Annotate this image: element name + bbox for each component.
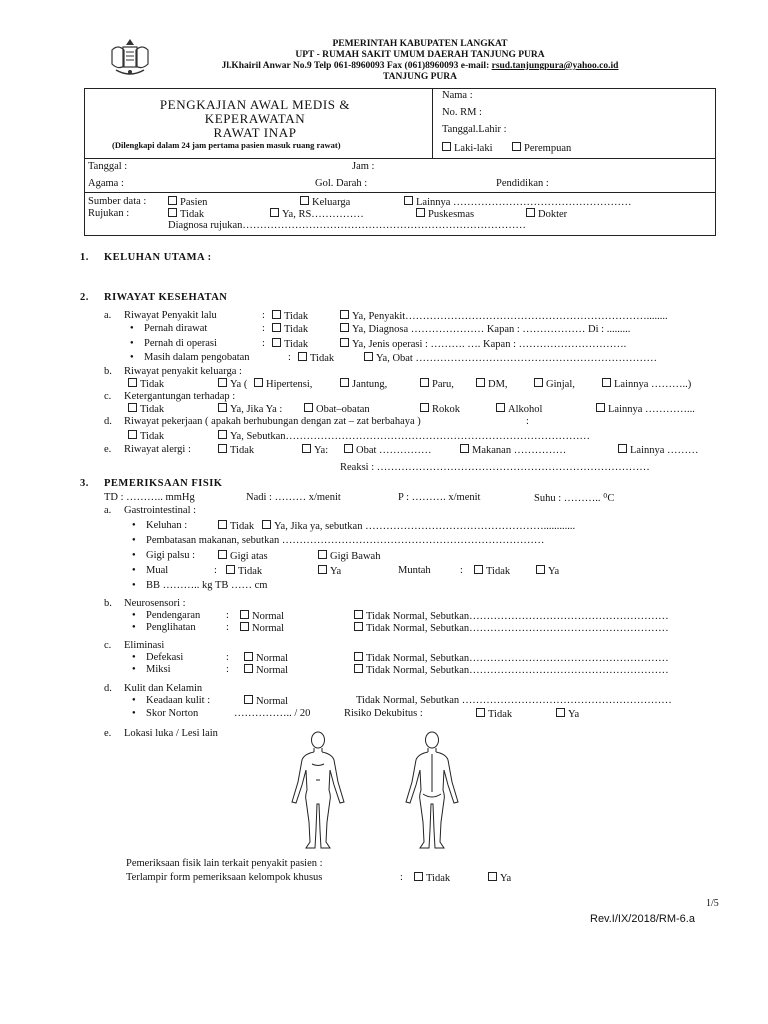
colon: : — [288, 352, 291, 363]
option-label: Tidak Normal, Sebutkan………………………………………………… — [366, 623, 669, 634]
colon: : — [214, 565, 217, 576]
option-label: Rokok — [432, 404, 461, 415]
keluarga-ginjal[interactable] — [534, 378, 575, 390]
td-field[interactable]: TD : ……….. mmHg — [104, 492, 195, 503]
gigi-bawah[interactable] — [318, 550, 380, 562]
diagnosa-rujukan-field[interactable]: Diagnosa rujukan……………………………………………………………………… — [168, 220, 526, 231]
checkbox[interactable] — [354, 610, 363, 619]
checkbox[interactable] — [218, 520, 227, 529]
section-3-title: PEMERIKSAAN FISIK — [104, 478, 223, 489]
dekubitus-tidak[interactable] — [476, 708, 512, 720]
option-label: Ya — [330, 566, 342, 577]
pekerjaan-tidak[interactable] — [128, 430, 164, 442]
gender-laki-option[interactable] — [442, 142, 492, 154]
kulit-kelamin-label: Kulit dan Kelamin — [124, 683, 203, 694]
masih-pengobatan-label: ● Masih dalam pengobatan — [144, 352, 250, 363]
hospital-logo — [108, 36, 152, 78]
colon: : — [262, 323, 265, 334]
section-1-number: 1. — [80, 252, 89, 263]
sumber-data-label: Sumber data : — [88, 196, 147, 207]
skor-norton-field[interactable]: …………….. / 20 — [234, 708, 311, 719]
option-label: Ya, Jika ya, sebutkan ……………………………………………............ — [274, 521, 576, 532]
option-label: Normal — [252, 611, 285, 622]
option-label: Ya: — [314, 445, 329, 456]
checkbox[interactable] — [488, 872, 497, 881]
option-label: Ya, Diagnosa ………………… Kapan : ……………… Di : ......... — [352, 324, 631, 335]
section-1-title: KELUHAN UTAMA : — [104, 252, 212, 263]
alergi-tidak[interactable] — [218, 444, 254, 456]
option-label: Ginjal, — [546, 379, 575, 390]
option-label: Tidak Normal, Sebutkan………………………………………………… — [366, 653, 669, 664]
checkbox[interactable] — [128, 430, 137, 439]
header-hospital-name: UPT - RUMAH SAKIT UMUM DAERAH TANJUNG PURA — [295, 50, 545, 60]
item-d-label: d. — [104, 416, 112, 427]
item-c-label: c. — [104, 391, 112, 402]
keluhan-label: ● Keluhan : — [146, 520, 187, 531]
option-label: Normal — [252, 623, 285, 634]
pernapasan-field[interactable]: P : ………. x/menit — [398, 492, 481, 503]
laki-checkbox[interactable] — [442, 142, 451, 151]
checkbox[interactable] — [420, 403, 429, 412]
penglihatan-tidak-normal[interactable] — [354, 622, 669, 634]
option-label: Normal — [256, 653, 289, 664]
suhu-field[interactable]: Suhu : ……….. ⁰C — [534, 493, 615, 504]
item-a-label: a. — [104, 505, 112, 516]
mual-ya[interactable] — [318, 565, 341, 577]
colon: : — [526, 416, 529, 427]
header-email[interactable]: rsud.tanjungpura@yahoo.co.id — [491, 61, 619, 71]
checkbox[interactable] — [496, 403, 505, 412]
checkbox[interactable] — [254, 378, 263, 387]
riwayat-alergi-label: Riwayat alergi : — [124, 444, 191, 455]
option-label: Ya — [548, 566, 560, 577]
item-b-label: b. — [104, 598, 112, 609]
option-label: Tidak — [180, 209, 205, 220]
eliminasi-label: Eliminasi — [124, 640, 165, 651]
gastrointestinal-label: Gastrointestinal : — [124, 505, 197, 516]
checkbox[interactable] — [344, 444, 353, 453]
checkbox[interactable] — [218, 430, 227, 439]
colon: : — [262, 338, 265, 349]
form-title-line3: RAWAT INAP — [213, 125, 297, 140]
option-label: Puskesmas — [428, 209, 475, 220]
checkbox[interactable] — [404, 196, 413, 205]
operasi-ya[interactable] — [340, 338, 626, 350]
colon: : — [262, 310, 265, 321]
checkbox[interactable] — [354, 664, 363, 673]
no-rm-field[interactable]: No. RM : — [442, 107, 482, 118]
checkbox[interactable] — [240, 610, 249, 619]
neurosensori-label: Neurosensori : — [124, 598, 186, 609]
item-c-label: c. — [104, 640, 112, 651]
dirawat-ya[interactable] — [340, 323, 630, 335]
penglihatan-label: ● Penglihatan — [146, 622, 196, 633]
checkbox[interactable] — [318, 550, 327, 559]
nama-field[interactable]: Nama : — [442, 90, 473, 101]
option-label: Lainnya ……… — [630, 445, 699, 456]
option-label: Obat–obatan — [316, 404, 370, 415]
option-label: Alkohol — [508, 404, 543, 415]
option-label: Tidak Normal, Sebutkan………………………………………………… — [366, 665, 669, 676]
checkbox[interactable] — [304, 403, 313, 412]
defekasi-tidak-normal[interactable] — [354, 652, 669, 664]
checkbox[interactable] — [318, 565, 327, 574]
rujukan-tidak[interactable] — [168, 208, 204, 220]
miksi-tidak-normal[interactable] — [354, 664, 669, 676]
gol-darah-field[interactable]: Gol. Darah : — [315, 178, 368, 189]
colon: : — [460, 565, 463, 576]
riwayat-penyakit-lalu-label: Riwayat Penyakit lalu — [124, 310, 217, 321]
checkbox[interactable] — [270, 208, 279, 217]
sumber-lainnya[interactable] — [404, 196, 632, 208]
option-label: Ya, RS…………… — [282, 209, 364, 220]
pengobatan-tidak[interactable] — [298, 352, 334, 364]
checkbox[interactable] — [272, 310, 281, 319]
checkbox[interactable] — [536, 565, 545, 574]
gigi-atas[interactable] — [218, 550, 268, 562]
perempuan-label: Perempuan — [524, 143, 572, 154]
gender-perempuan-option[interactable] — [512, 142, 571, 154]
checkbox[interactable] — [244, 652, 253, 661]
option-label: Tidak — [486, 566, 511, 577]
checkbox[interactable] — [364, 352, 373, 361]
checkbox[interactable] — [168, 208, 177, 217]
checkbox[interactable] — [534, 378, 543, 387]
option-label: Tidak — [488, 709, 513, 720]
pemeriksaan-lain-label: Pemeriksaan fisik lain terkait penyakit pasien : — [126, 858, 323, 869]
alergi-makanan[interactable] — [460, 444, 566, 456]
checkbox[interactable] — [218, 444, 227, 453]
operasi-tidak[interactable] — [272, 338, 308, 350]
item-a-label: a. — [104, 310, 112, 321]
reaksi-field[interactable]: Reaksi : …………………………………………………………………… — [340, 462, 650, 473]
option-label: Ya, Jika Ya : — [230, 404, 283, 415]
pendidikan-field[interactable]: Pendidikan : — [496, 178, 549, 189]
checkbox[interactable] — [262, 520, 271, 529]
colon: : — [400, 872, 403, 883]
checkbox[interactable] — [526, 208, 535, 217]
option-label: Tidak — [140, 404, 165, 415]
dirawat-tidak[interactable] — [272, 323, 308, 335]
riwayat-keluarga-label: Riwayat penyakit keluarga : — [124, 366, 242, 377]
checkbox[interactable] — [298, 352, 307, 361]
checkbox[interactable] — [272, 323, 281, 332]
checkbox[interactable] — [340, 323, 349, 332]
ketergantungan-label: Ketergantungan terhadap : — [124, 391, 236, 402]
colon: : — [226, 664, 229, 675]
option-label: Tidak — [140, 431, 165, 442]
keluarga-dm[interactable] — [476, 378, 508, 390]
page-number: 1/5 — [706, 898, 719, 909]
option-label: Tidak — [140, 379, 165, 390]
ketergantungan-ya[interactable] — [218, 403, 282, 415]
checkbox[interactable] — [416, 208, 425, 217]
checkbox[interactable] — [300, 196, 309, 205]
keluhan-ya[interactable] — [262, 520, 575, 532]
penglihatan-normal[interactable] — [240, 622, 284, 634]
dekubitus-ya[interactable] — [556, 708, 579, 720]
option-label: Dokter — [538, 209, 568, 220]
terlampir-label: Terlampir form pemeriksaan kelompok khusus — [126, 872, 323, 883]
keluarga-lainnya[interactable] — [602, 378, 691, 390]
pekerjaan-ya[interactable] — [218, 430, 590, 442]
keluarga-ya[interactable] — [218, 378, 247, 390]
checkbox[interactable] — [414, 872, 423, 881]
keluarga-jantung[interactable] — [340, 378, 387, 390]
ketergantungan-lainnya[interactable] — [596, 403, 695, 415]
item-e-label: e. — [104, 728, 112, 739]
risiko-dekubitus-label: Risiko Dekubitus : — [344, 708, 423, 719]
laki-label: Laki-laki — [454, 143, 493, 154]
penyakit-lalu-tidak[interactable] — [272, 310, 308, 322]
checkbox[interactable] — [354, 652, 363, 661]
miksi-normal[interactable] — [244, 664, 288, 676]
checkbox[interactable] — [218, 378, 227, 387]
rujukan-label: Rujukan : — [88, 208, 130, 219]
nadi-field[interactable]: Nadi : ……… x/menit — [246, 492, 341, 503]
checkbox[interactable] — [596, 403, 605, 412]
ketergantungan-rokok[interactable] — [420, 403, 460, 415]
option-label: Tidak Normal, Sebutkan………………………………………………… — [366, 611, 669, 622]
defekasi-label: ● Defekasi — [146, 652, 183, 663]
option-label: Normal — [256, 665, 289, 676]
option-label: Tidak — [284, 324, 309, 335]
checkbox[interactable] — [354, 622, 363, 631]
defekasi-normal[interactable] — [244, 652, 288, 664]
form-title-note: (Dilengkapi dalam 24 jam pertama pasien masuk ruang rawat) — [112, 140, 341, 150]
item-d-label: d. — [104, 683, 112, 694]
option-label: Ya, Jenis operasi : ………. …. Kapan : …………………………. — [352, 339, 627, 350]
section-2-title: RIWAYAT KESEHATAN — [104, 292, 228, 303]
option-label: Lainnya ………..) — [614, 379, 692, 390]
jam-field[interactable]: Jam : — [352, 161, 375, 172]
checkbox[interactable] — [128, 403, 137, 412]
checkbox[interactable] — [244, 695, 253, 704]
checkbox[interactable] — [474, 565, 483, 574]
keluarga-hipertensi[interactable] — [254, 378, 312, 390]
checkbox[interactable] — [340, 338, 349, 347]
checkbox[interactable] — [340, 378, 349, 387]
checkbox[interactable] — [556, 708, 565, 717]
keluarga-paru[interactable] — [420, 378, 454, 390]
alergi-ya[interactable] — [302, 444, 328, 456]
option-label: Lainnya …………... — [608, 404, 695, 415]
option-label: Gigi atas — [230, 551, 268, 562]
header-address — [160, 61, 680, 71]
ketergantungan-obat[interactable] — [304, 403, 370, 415]
checkbox[interactable] — [618, 444, 627, 453]
mual-label: ● Mual — [146, 565, 168, 576]
pernah-dirawat-label: ● Pernah dirawat — [144, 323, 207, 334]
muntah-ya[interactable] — [536, 565, 559, 577]
ketergantungan-tidak[interactable] — [128, 403, 164, 415]
checkbox[interactable] — [476, 708, 485, 717]
pembatasan-makanan-field[interactable]: ● Pembatasan makanan, sebutkan ………………………………………………………………… — [146, 535, 544, 546]
section-3-number: 3. — [80, 478, 89, 489]
checkbox[interactable] — [272, 338, 281, 347]
option-label: Ya, Sebutkan…………………………………………………………………………… — [230, 431, 591, 442]
alergi-obat[interactable] — [344, 444, 432, 456]
item-b-label: b. — [104, 366, 112, 377]
header-address-text: Jl.Khairil Anwar No.9 Telp 061-8960093 Fax (061)8960093 e-mail: — [221, 61, 492, 71]
skor-norton-label: ● Skor Norton — [146, 708, 198, 719]
terlampir-tidak[interactable] — [414, 872, 450, 884]
header-government: PEMERINTAH KABUPATEN LANGKAT — [332, 39, 508, 49]
coat-of-arms-icon — [108, 36, 152, 78]
body-front-icon[interactable] — [282, 730, 354, 852]
pendengaran-label: ● Pendengaran — [146, 610, 200, 621]
option-label: Hipertensi, — [266, 379, 313, 390]
checkbox[interactable] — [128, 378, 137, 387]
checkbox[interactable] — [244, 664, 253, 673]
option-label: Ya ( — [230, 379, 248, 390]
checkbox[interactable] — [302, 444, 311, 453]
option-label: Tidak — [238, 566, 263, 577]
option-label: Obat …………… — [356, 445, 432, 456]
kulit-normal[interactable] — [244, 695, 288, 707]
option-label: Gigi Bawah — [330, 551, 381, 562]
penyakit-lalu-ya[interactable] — [340, 310, 668, 322]
checkbox[interactable] — [218, 550, 227, 559]
option-label: Tidak — [230, 445, 255, 456]
muntah-label: Muntah — [398, 565, 431, 576]
option-label: Tidak — [426, 873, 451, 884]
body-back-icon[interactable] — [396, 730, 468, 852]
section-2-number: 2. — [80, 292, 89, 303]
checkbox[interactable] — [460, 444, 469, 453]
mual-tidak[interactable] — [226, 565, 262, 577]
checkbox[interactable] — [218, 403, 227, 412]
checkbox[interactable] — [602, 378, 611, 387]
option-label: Ya — [500, 873, 512, 884]
header-city: TANJUNG PURA — [383, 72, 457, 82]
checkbox[interactable] — [226, 565, 235, 574]
rujukan-dokter[interactable] — [526, 208, 567, 220]
checkbox[interactable] — [420, 378, 429, 387]
colon: : — [226, 622, 229, 633]
option-label: Tidak — [284, 311, 309, 322]
alergi-lainnya[interactable] — [618, 444, 699, 456]
bb-tb-field[interactable]: ● BB ……….. kg TB …… cm — [146, 580, 267, 591]
keluarga-tidak[interactable] — [128, 378, 164, 390]
pendengaran-normal[interactable] — [240, 610, 284, 622]
tanggal-lahir-field[interactable]: Tanggal.Lahir : — [442, 124, 507, 135]
lokasi-luka-label: Lokasi luka / Lesi lain — [124, 728, 218, 739]
kulit-tidak-normal-field[interactable]: Tidak Normal, Sebutkan …………………………………………………… — [356, 695, 672, 706]
option-label: Keluarga — [312, 197, 351, 208]
checkbox[interactable] — [340, 310, 349, 319]
miksi-label: ● Miksi — [146, 664, 171, 675]
option-label: Jantung, — [352, 379, 388, 390]
agama-field[interactable]: Agama : — [88, 178, 124, 189]
form-title-line2: KEPERAWATAN — [204, 111, 306, 126]
option-label: Paru, — [432, 379, 454, 390]
option-label: Tidak — [230, 521, 255, 532]
item-e-label: e. — [104, 444, 112, 455]
checkbox[interactable] — [476, 378, 485, 387]
terlampir-ya[interactable] — [488, 872, 511, 884]
revision-code: Rev.I/IX/2018/RM-6.a — [590, 913, 695, 925]
option-label: Pasien — [180, 197, 208, 208]
pernah-operasi-label: ● Pernah di operasi — [144, 338, 217, 349]
colon: : — [226, 652, 229, 663]
keluhan-tidak[interactable] — [218, 520, 254, 532]
perempuan-checkbox[interactable] — [512, 142, 521, 151]
colon: : — [226, 610, 229, 621]
option-label: Ya, Penyakit……………………………………………………………........ — [352, 311, 668, 322]
checkbox[interactable] — [168, 196, 177, 205]
option-label: Ya, Obat …………………………………………………………… — [376, 353, 657, 364]
keadaan-kulit-label: ● Keadaan kulit : — [146, 695, 210, 706]
gigi-palsu-label: ● Gigi palsu : — [146, 550, 195, 561]
option-label: Ya — [568, 709, 580, 720]
sumber-keluarga[interactable] — [300, 196, 350, 208]
option-label: Makanan …………… — [472, 445, 567, 456]
option-label: DM, — [488, 379, 508, 390]
rujukan-rs[interactable] — [270, 208, 364, 220]
sumber-pasien[interactable] — [168, 196, 207, 208]
ketergantungan-alkohol[interactable] — [496, 403, 542, 415]
option-label: Tidak — [310, 353, 335, 364]
option-label: Lainnya …………………………………………… — [416, 197, 632, 208]
option-label: Tidak — [284, 339, 309, 350]
checkbox[interactable] — [240, 622, 249, 631]
tanggal-field[interactable]: Tanggal : — [88, 161, 128, 172]
riwayat-pekerjaan-label: Riwayat pekerjaan ( apakah berhubungan dengan zat – zat berbahaya ) — [124, 416, 421, 427]
pendengaran-tidak-normal[interactable] — [354, 610, 669, 622]
pengobatan-ya[interactable] — [364, 352, 657, 364]
rujukan-puskesmas[interactable] — [416, 208, 474, 220]
option-label: Normal — [256, 696, 289, 707]
form-title-line1: PENGKAJIAN AWAL MEDIS & — [159, 97, 351, 112]
muntah-tidak[interactable] — [474, 565, 510, 577]
